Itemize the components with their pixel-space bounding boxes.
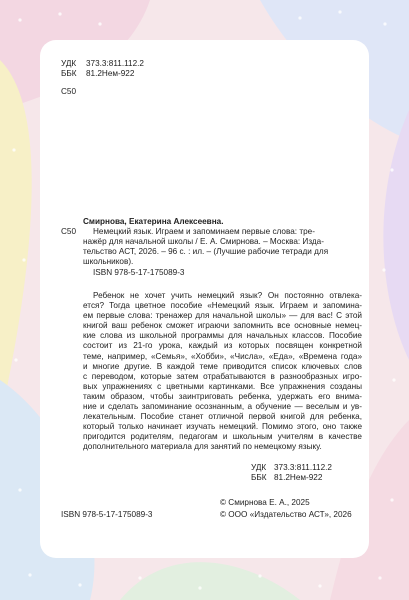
biblio-line: Немецкий язык. Играем и запоминаем первые слова: тре- [93,227,315,236]
annotation-line: пригодится родителям, педагогам и школьным учителям в качестве [83,432,362,442]
annotation-line: вых упражнениях с цветными картинками. Все упражнения созданы [83,381,362,391]
annotation-line: лекательным. Пособие станет отличной первой книгой для ребенка, [83,412,362,422]
bbk-label: ББК [251,473,267,483]
udk-label: УДК [251,463,267,472]
bbk-value: 81.2Нем-922 [274,473,323,483]
udk-label: УДК [61,59,77,68]
isbn-bottom: ISBN 978-5-17-175089-3 [61,510,153,519]
imprint-card [40,40,369,558]
annotation-line: Ребенок не хочет учить немецкий язык? Он постоянно отвлека- [93,291,362,300]
annotation [83,291,362,453]
biblio-line: школьников). [83,257,134,267]
annotation-line: ем первые слова: тренажер для начальной школы» — для вас! С этой [83,311,362,321]
annotation-line: книгой ваш ребенок сможет играючи запомнить все основные немец- [83,321,362,331]
copyright-author: © Смирнова Е. А., 2025 [220,498,310,507]
bbk-label: ББК [61,69,77,79]
annotation-line: дополнительного материала для занятий по немецкому языку. [83,442,322,452]
catalog-author-mark: С50 [61,227,77,236]
annotation-line: и многие другие. В каждой теме приводится список ключевых слов [83,361,362,371]
catalog-author: Смирнова, Екатерина Алексеевна. [83,217,224,226]
annotation-line: состоит из 21-го урока, каждый из которых посвящен конкретной [83,341,362,351]
catalog-isbn: ISBN 978-5-17-175089-3 [93,268,185,277]
top-classification [61,59,144,79]
bbk-value: 81.2Нем-922 [86,69,135,79]
catalog-bibliographic-description [83,227,362,267]
annotation-line: кие слова из школьной программы для начальных классов. Пособие [83,331,362,341]
copyright-publisher: © ООО «Издательство АСТ», 2026 [220,510,352,519]
annotation-line: ние и сделать запоминание осознанным, а обучение — веселым и ув- [83,402,362,412]
annotation-line: теме, например, «Семья», «Хобби», «Числа», «Еда», «Времена года» [83,351,362,361]
biblio-line: тельство АСТ, 2026. – 96 с. : ил. – (Лучшие рабочие тетради для [83,247,329,257]
annotation-line: который только начинает изучать немецкий. Помимо этого, оно также [83,422,362,432]
author-mark-top: С50 [61,87,77,96]
udk-value: 373.3:811.112.2 [86,59,144,68]
bottom-classification [251,463,332,483]
annotation-line: с переводом, которые затем отрабатываются в разнообразных игро- [83,371,362,381]
annotation-line: ется? Тогда цветное пособие «Немецкий язык. Играем и запомина- [83,301,362,311]
annotation-line: таким образом, чтобы заинтриговать ребенка, удержать его внима- [83,391,362,401]
biblio-line: нажёр для начальной школы / Е. А. Смирнова. – Москва: Изда- [83,237,324,247]
udk-value: 373.3:811.112.2 [274,463,332,472]
